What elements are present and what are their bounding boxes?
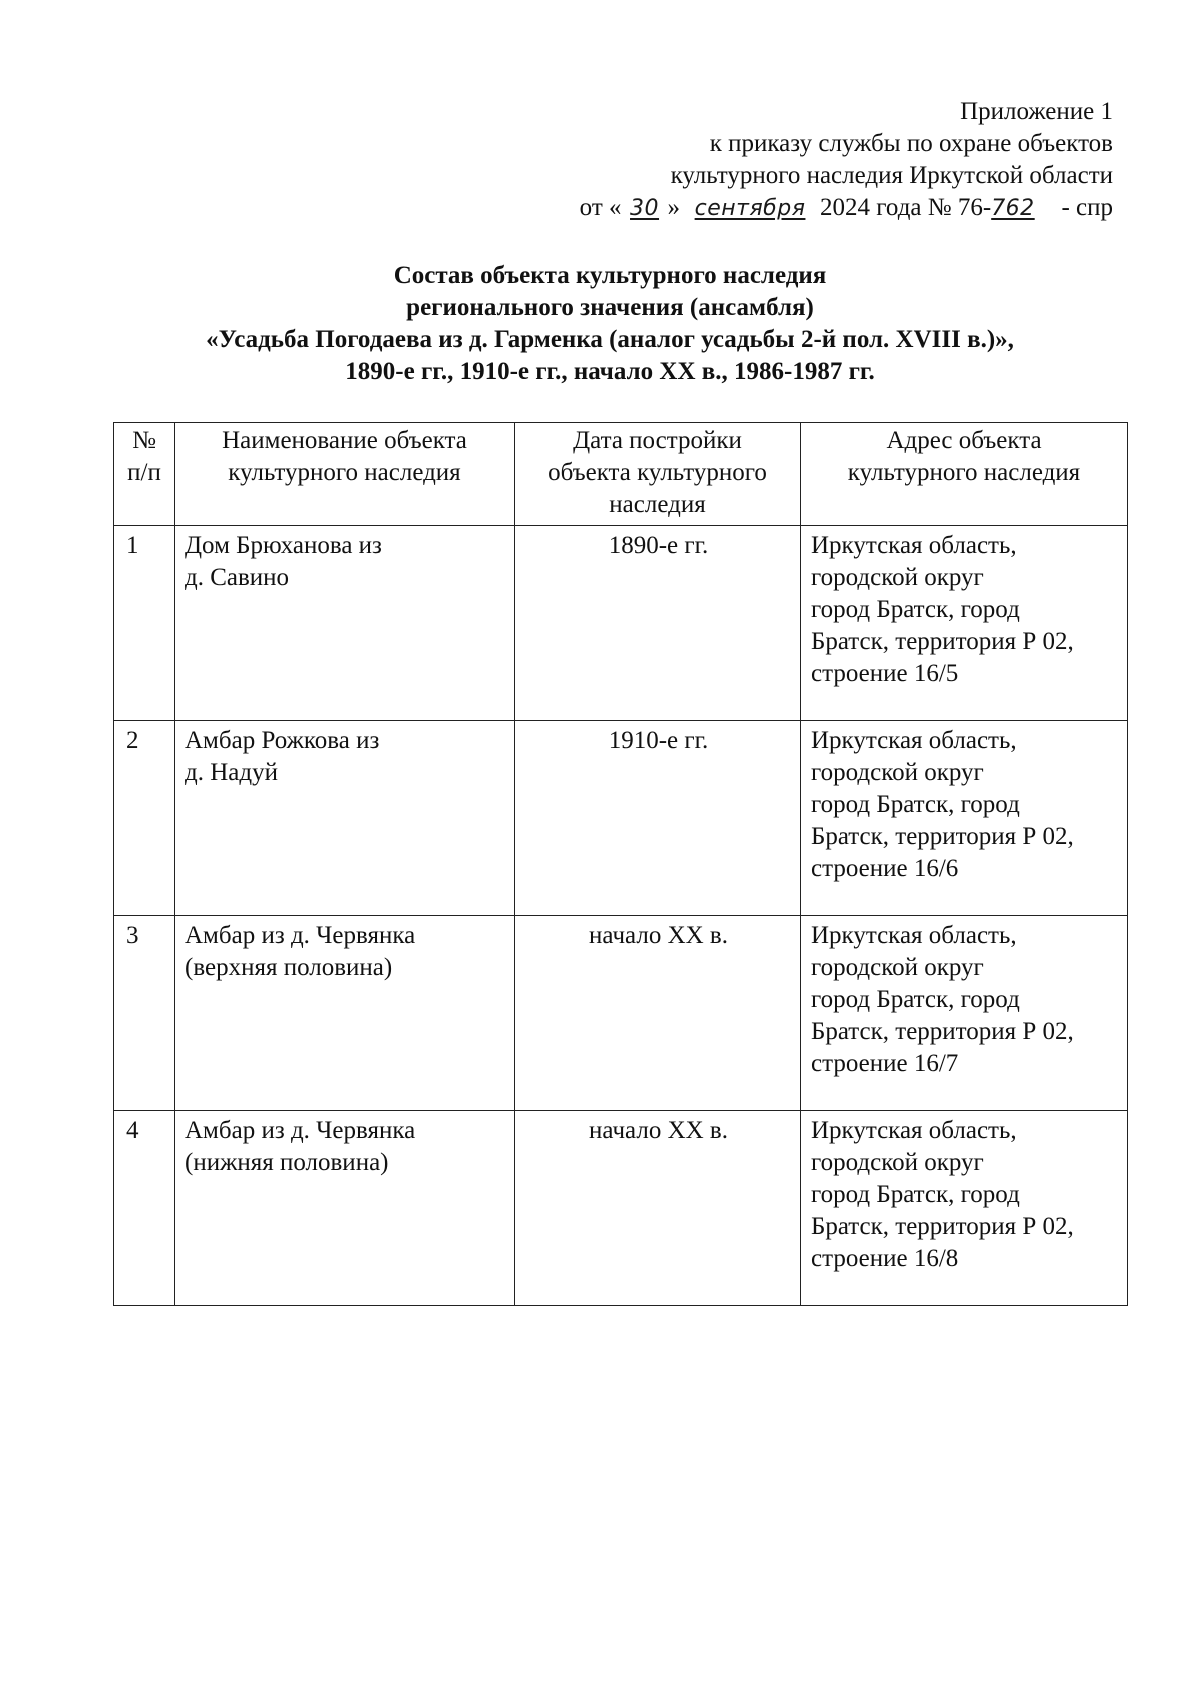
header-name: Наименование объекта культурного наследия [175,423,515,526]
row-name: Амбар из д. Червянка (верхняя половина) [175,916,515,1111]
order-suffix: - спр [1055,194,1113,221]
row-address: Иркутская область, городской округ город Братск, город Братск, территория Р 02, строение 16/6 [801,721,1128,916]
row-address: Иркутская область, городской округ город Братск, город Братск, территория Р 02, строение 16/5 [801,526,1128,721]
table-row [114,1111,1128,1306]
document-title [110,260,1110,388]
row-num: 4 [114,1111,175,1306]
handwritten-day: 30 [630,196,660,221]
appendix-title: Приложение 1 [960,98,1113,125]
handwritten-month: сентября [694,196,806,221]
row-date: 1890-е гг. [515,526,801,721]
appendix-authority: культурного наследия Иркутской области [670,162,1113,189]
appendix-order-ref: к приказу службы по охране объектов [709,130,1113,157]
title-line-3: «Усадьба Погодаева из д. Гарменка (аналог усадьбы 2-й пол. XVIII в.)», [206,326,1014,353]
table-header-row [114,423,1128,526]
header-num: № п/п [114,423,175,526]
row-date: 1910-е гг. [515,721,801,916]
row-date: начало XX в. [515,1111,801,1306]
row-name: Амбар из д. Червянка (нижняя половина) [175,1111,515,1306]
title-line-2: регионального значения (ансамбля) [406,294,814,321]
row-num: 1 [114,526,175,721]
header-date: Дата постройки объекта культурного наследия [515,423,801,526]
table-row [114,721,1128,916]
row-address: Иркутская область, городской округ город Братск, город Братск, территория Р 02, строение 16/7 [801,916,1128,1111]
row-address: Иркутская область, городской округ город Братск, город Братск, территория Р 02, строение 16/8 [801,1111,1128,1306]
row-name: Дом Брюханова из д. Савино [175,526,515,721]
row-num: 2 [114,721,175,916]
table-row [114,526,1128,721]
handwritten-order-number: 762 [991,196,1035,221]
appendix-header [493,96,1113,225]
date-prefix: от « [579,194,622,221]
date-mid: » [667,194,681,221]
table-row [114,916,1128,1111]
date-year: 2024 года № 76- [820,194,992,221]
header-address: Адрес объекта культурного наследия [801,423,1128,526]
title-line-4: 1890-е гг., 1910-е гг., начало XX в., 1986-1987 гг. [345,358,875,385]
row-date: начало XX в. [515,916,801,1111]
heritage-objects-table [113,422,1128,1306]
row-name: Амбар Рожкова из д. Надуй [175,721,515,916]
appendix-date-line [493,192,1113,225]
title-line-1: Состав объекта культурного наследия [393,262,827,289]
row-num: 3 [114,916,175,1111]
